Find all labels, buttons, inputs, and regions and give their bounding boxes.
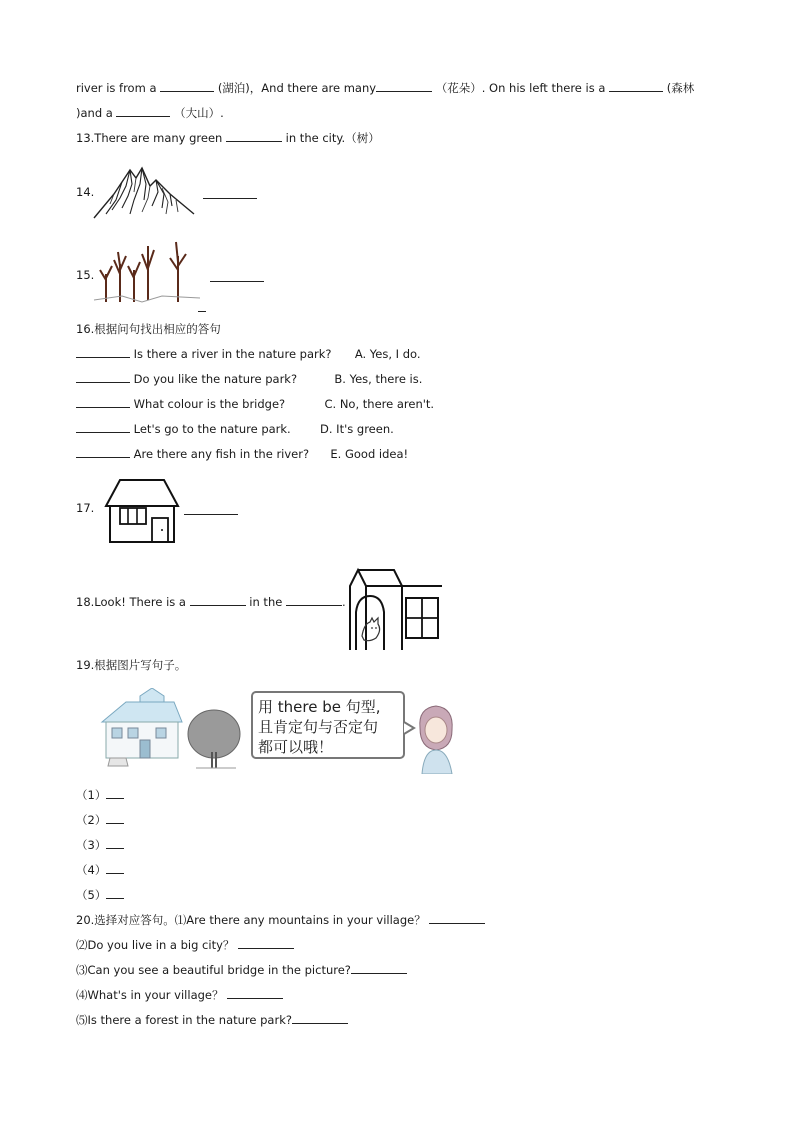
answer-blank[interactable] <box>106 787 124 799</box>
q16-question: Are there any fish in the river? <box>133 447 310 461</box>
answer-blank[interactable] <box>227 987 283 999</box>
answer-blank[interactable] <box>238 937 294 949</box>
q18-text-3: . <box>341 595 346 609</box>
q16-answer: B. Yes, there is. <box>334 372 423 386</box>
answer-blank[interactable] <box>376 80 432 92</box>
q19-item <box>76 887 124 903</box>
answer-blank[interactable] <box>160 80 214 92</box>
answer-blank[interactable] <box>76 346 130 358</box>
q15-number: 15. <box>76 268 95 282</box>
q16-row <box>76 371 422 387</box>
q19-item-label: （5） <box>76 888 107 902</box>
answer-blank[interactable] <box>106 812 124 824</box>
q13-text-2: in the city.（树） <box>285 131 380 145</box>
q16-answer: E. Good idea! <box>330 447 409 461</box>
q16-question: Let's go to the nature park. <box>133 422 291 436</box>
q20-item <box>76 962 407 978</box>
q19-item <box>76 812 124 828</box>
q16-row <box>76 346 421 362</box>
answer-blank[interactable] <box>76 446 130 458</box>
q12-text-3: （花朵）. On his left there is a <box>435 81 606 95</box>
q16-question: Do you like the nature park? <box>133 372 298 386</box>
q18-line <box>76 594 346 610</box>
q20-question: ⑵Do you live in a big city？ <box>76 938 235 952</box>
house-with-cat-image <box>346 566 444 652</box>
stray-underline <box>198 300 206 312</box>
q20-question: ⑶Can you see a beautiful bridge in the picture? <box>76 963 351 977</box>
q16-answer: D. It's green. <box>320 422 394 436</box>
q20-item <box>76 987 283 1003</box>
answer-blank[interactable] <box>76 371 130 383</box>
q16-title: 16.根据问句找出相应的答句 <box>76 322 221 336</box>
answer-blank[interactable] <box>609 80 663 92</box>
q16-answer: C. No, there aren't. <box>324 397 435 411</box>
q20-title-line <box>76 912 485 928</box>
q19-title: 19.根据图片写句子。 <box>76 658 187 672</box>
q20-item <box>76 1012 348 1028</box>
answer-blank[interactable] <box>106 887 124 899</box>
q19-item-label: （3） <box>76 838 107 852</box>
answer-blank[interactable] <box>116 105 170 117</box>
q12-text-5: )and a <box>76 106 113 120</box>
bubble-line: 都可以哦！ <box>258 738 334 756</box>
q13-text-1: 13.There are many green <box>76 131 223 145</box>
bare-trees-image <box>92 240 202 306</box>
q16-row <box>76 421 394 437</box>
q16-row <box>76 396 434 412</box>
q19-item <box>76 837 124 853</box>
speech-bubble-text <box>258 697 381 757</box>
q16-question: Is there a river in the nature park? <box>133 347 332 361</box>
q20-question: ⑷What's in your village？ <box>76 988 224 1002</box>
answer-blank[interactable] <box>292 1012 348 1024</box>
mountains-image <box>92 164 196 220</box>
q12-text-6: （大山）. <box>174 106 224 120</box>
bubble-line: 用 there be 句型, <box>258 698 381 716</box>
q16-row <box>76 446 408 462</box>
q17-number: 17. <box>76 501 95 515</box>
q18-text-1: 18.Look! There is a <box>76 595 186 609</box>
answer-blank[interactable] <box>226 130 282 142</box>
q12-text-4: (森林 <box>666 81 695 95</box>
q19-item <box>76 862 124 878</box>
answer-blank[interactable] <box>76 421 130 433</box>
answer-blank[interactable] <box>190 594 246 606</box>
q20-item <box>76 937 294 953</box>
q19-item-label: （4） <box>76 863 107 877</box>
q12-line2 <box>76 105 224 121</box>
q16-question: What colour is the bridge? <box>133 397 286 411</box>
answer-blank[interactable] <box>210 270 264 282</box>
q20-title: 20.选择对应答句。⑴Are there any mountains in your village？ <box>76 913 426 927</box>
q19-item-label: （1） <box>76 788 107 802</box>
q12-text-1: river is from a <box>76 81 157 95</box>
answer-blank[interactable] <box>351 962 407 974</box>
q19-item <box>76 787 124 803</box>
bubble-line: 且肯定句与否定句 <box>258 718 379 736</box>
answer-blank[interactable] <box>203 187 257 199</box>
answer-blank[interactable] <box>429 912 485 924</box>
answer-blank[interactable] <box>286 594 342 606</box>
answer-blank[interactable] <box>106 837 124 849</box>
answer-blank[interactable] <box>106 862 124 874</box>
q12-text-2: (湖泊)，And there are many <box>217 81 377 95</box>
q12-line1 <box>76 80 694 96</box>
answer-blank[interactable] <box>76 396 130 408</box>
q14-number: 14. <box>76 185 95 199</box>
house-image <box>104 476 180 546</box>
q18-text-2: in the <box>249 595 283 609</box>
answer-blank[interactable] <box>184 503 238 515</box>
q16-answer: A. Yes, I do. <box>354 347 421 361</box>
q19-item-label: （2） <box>76 813 107 827</box>
q20-question: ⑸Is there a forest in the nature park? <box>76 1013 292 1027</box>
q13-line <box>76 130 380 146</box>
